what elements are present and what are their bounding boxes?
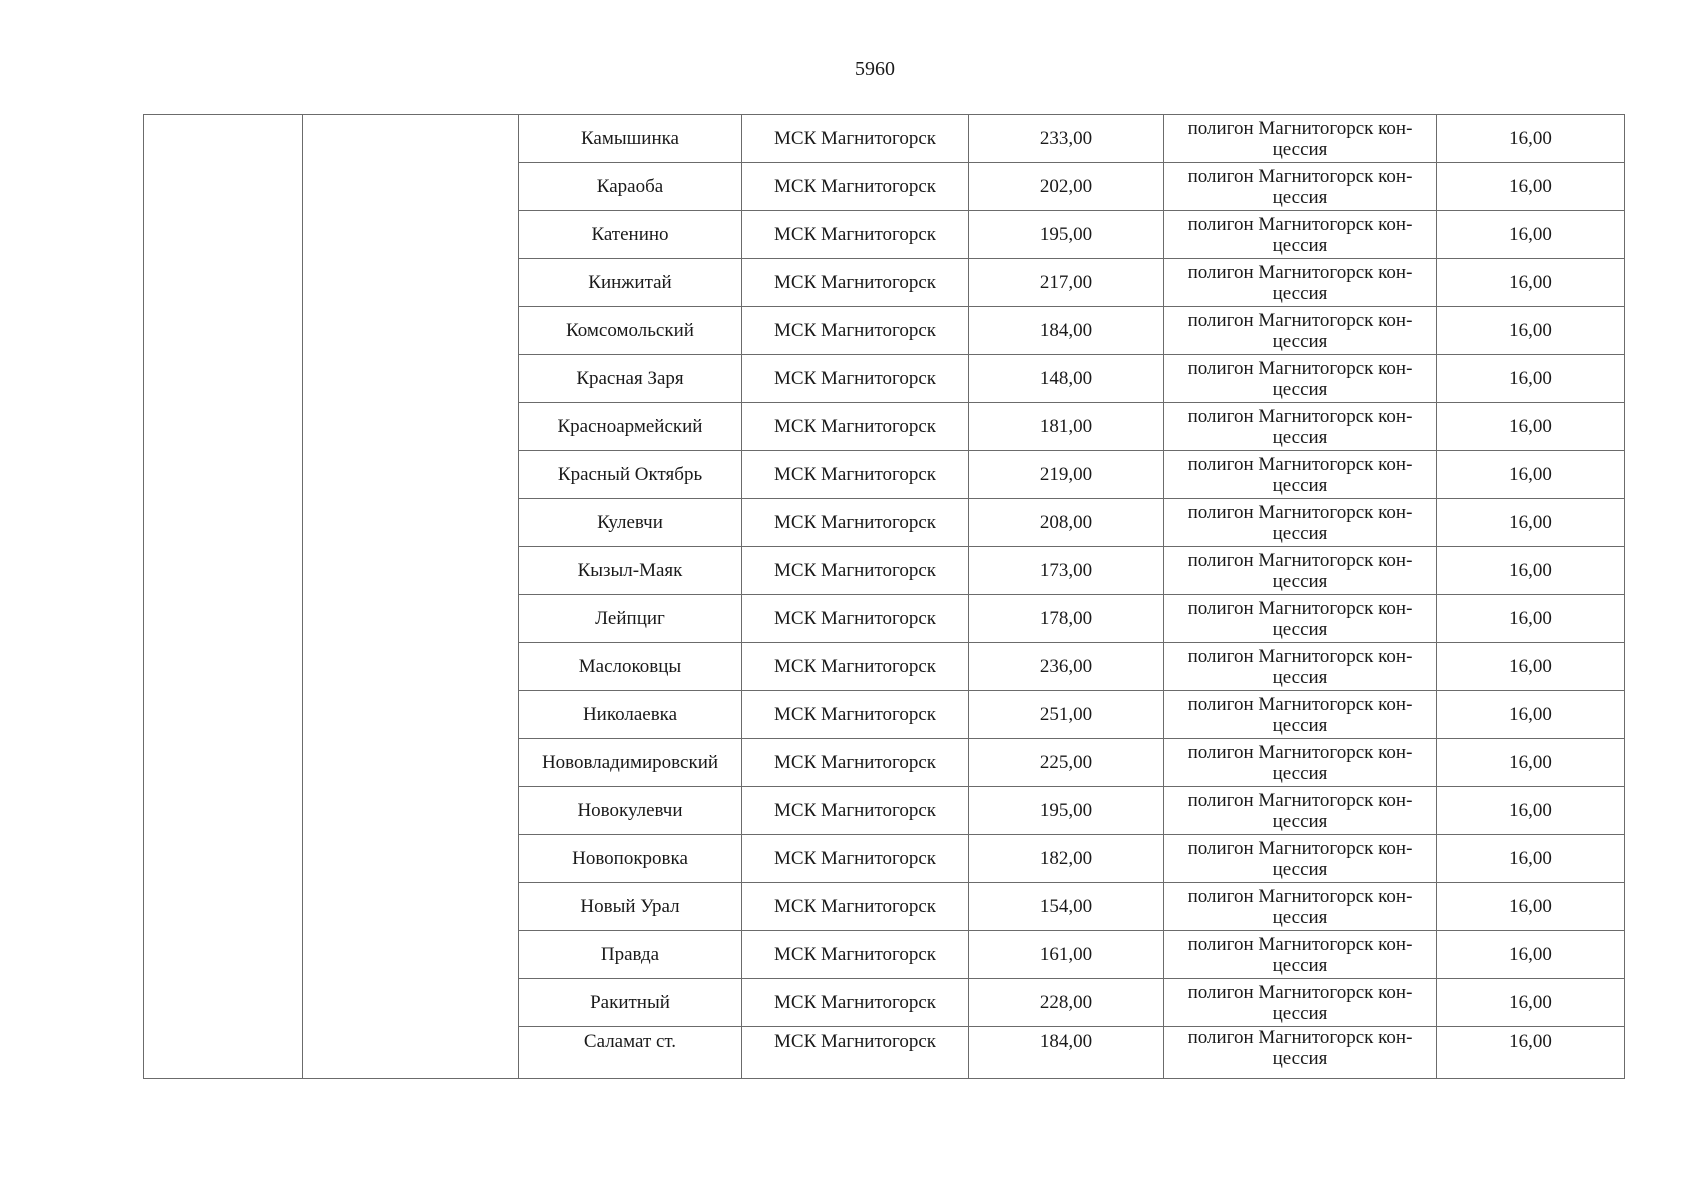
operator-cell: МСК Магнитогорск: [742, 259, 969, 307]
operator-cell: МСК Магнитогорск: [742, 211, 969, 259]
settlement-cell: Комсомольский: [519, 307, 742, 355]
tariff-cell: 16,00: [1437, 163, 1625, 211]
distance-cell: 225,00: [969, 739, 1164, 787]
distance-cell: 219,00: [969, 451, 1164, 499]
settlement-cell: Новокулевчи: [519, 787, 742, 835]
disposal-site-cell: полигон Магнитогорск кон-цессия: [1164, 355, 1437, 403]
operator-cell: МСК Магнитогорск: [742, 835, 969, 883]
distance-cell: 236,00: [969, 643, 1164, 691]
settlement-cell: Красный Октябрь: [519, 451, 742, 499]
distance-cell: 148,00: [969, 355, 1164, 403]
tariff-cell: 16,00: [1437, 115, 1625, 163]
distance-cell: 228,00: [969, 979, 1164, 1027]
operator-cell: МСК Магнитогорск: [742, 979, 969, 1027]
settlement-cell: Красная Заря: [519, 355, 742, 403]
operator-cell: МСК Магнитогорск: [742, 355, 969, 403]
waste-transport-table: [143, 114, 1625, 1079]
settlement-cell: Кызыл-Маяк: [519, 547, 742, 595]
disposal-site-cell: полигон Магнитогорск кон-цессия: [1164, 547, 1437, 595]
disposal-site-cell: полигон Магнитогорск кон-цессия: [1164, 979, 1437, 1027]
operator-cell: МСК Магнитогорск: [742, 595, 969, 643]
disposal-site-cell: полигон Магнитогорск кон-цессия: [1164, 643, 1437, 691]
settlement-cell: Маслоковцы: [519, 643, 742, 691]
page-number: 5960: [855, 58, 895, 80]
distance-cell: 208,00: [969, 499, 1164, 547]
disposal-site-cell: полигон Магнитогорск кон-цессия: [1164, 403, 1437, 451]
distance-cell: 161,00: [969, 931, 1164, 979]
tariff-cell: 16,00: [1437, 259, 1625, 307]
tariff-cell: 16,00: [1437, 643, 1625, 691]
settlement-cell: Караоба: [519, 163, 742, 211]
operator-cell: МСК Магнитогорск: [742, 547, 969, 595]
operator-cell: МСК Магнитогорск: [742, 499, 969, 547]
tariff-cell: 16,00: [1437, 883, 1625, 931]
tariff-cell: 16,00: [1437, 787, 1625, 835]
operator-cell: МСК Магнитогорск: [742, 163, 969, 211]
tariff-cell: 16,00: [1437, 979, 1625, 1027]
operator-cell: МСК Магнитогорск: [742, 451, 969, 499]
operator-cell: МСК Магнитогорск: [742, 115, 969, 163]
operator-cell: МСК Магнитогорск: [742, 307, 969, 355]
operator-cell: МСК Магнитогорск: [742, 1027, 969, 1079]
merged-column-2: [303, 115, 519, 1079]
distance-cell: 184,00: [969, 307, 1164, 355]
distance-cell: 173,00: [969, 547, 1164, 595]
distance-cell: 233,00: [969, 115, 1164, 163]
settlement-cell: Катенино: [519, 211, 742, 259]
settlement-cell: Красноармейский: [519, 403, 742, 451]
distance-cell: 178,00: [969, 595, 1164, 643]
disposal-site-cell: полигон Магнитогорск кон-цессия: [1164, 1027, 1437, 1079]
tariff-cell: 16,00: [1437, 1027, 1625, 1079]
disposal-site-cell: полигон Магнитогорск кон-цессия: [1164, 739, 1437, 787]
settlement-cell: Камышинка: [519, 115, 742, 163]
distance-cell: 154,00: [969, 883, 1164, 931]
operator-cell: МСК Магнитогорск: [742, 931, 969, 979]
table-body: [144, 115, 1625, 1079]
tariff-cell: 16,00: [1437, 547, 1625, 595]
distance-cell: 184,00: [969, 1027, 1164, 1079]
disposal-site-cell: полигон Магнитогорск кон-цессия: [1164, 595, 1437, 643]
distance-cell: 195,00: [969, 787, 1164, 835]
settlement-cell: Лейпциг: [519, 595, 742, 643]
settlement-cell: Новопокровка: [519, 835, 742, 883]
operator-cell: МСК Магнитогорск: [742, 739, 969, 787]
disposal-site-cell: полигон Магнитогорск кон-цессия: [1164, 115, 1437, 163]
tariff-cell: 16,00: [1437, 739, 1625, 787]
disposal-site-cell: полигон Магнитогорск кон-цессия: [1164, 451, 1437, 499]
settlement-cell: Кулевчи: [519, 499, 742, 547]
distance-cell: 195,00: [969, 211, 1164, 259]
disposal-site-cell: полигон Магнитогорск кон-цессия: [1164, 835, 1437, 883]
settlement-cell: Нововладимировский: [519, 739, 742, 787]
disposal-site-cell: полигон Магнитогорск кон-цессия: [1164, 211, 1437, 259]
distance-cell: 182,00: [969, 835, 1164, 883]
tariff-cell: 16,00: [1437, 307, 1625, 355]
tariff-cell: 16,00: [1437, 691, 1625, 739]
settlement-cell: Правда: [519, 931, 742, 979]
disposal-site-cell: полигон Магнитогорск кон-цессия: [1164, 163, 1437, 211]
tariff-cell: 16,00: [1437, 451, 1625, 499]
tariff-cell: 16,00: [1437, 403, 1625, 451]
distance-cell: 217,00: [969, 259, 1164, 307]
disposal-site-cell: полигон Магнитогорск кон-цессия: [1164, 931, 1437, 979]
tariff-cell: 16,00: [1437, 595, 1625, 643]
settlement-cell: Ракитный: [519, 979, 742, 1027]
settlement-cell: Николаевка: [519, 691, 742, 739]
tariff-cell: 16,00: [1437, 211, 1625, 259]
settlement-cell: Кинжитай: [519, 259, 742, 307]
tariff-cell: 16,00: [1437, 355, 1625, 403]
distance-cell: 181,00: [969, 403, 1164, 451]
disposal-site-cell: полигон Магнитогорск кон-цессия: [1164, 691, 1437, 739]
settlement-cell: Саламат ст.: [519, 1027, 742, 1079]
tariff-cell: 16,00: [1437, 835, 1625, 883]
operator-cell: МСК Магнитогорск: [742, 403, 969, 451]
operator-cell: МСК Магнитогорск: [742, 691, 969, 739]
operator-cell: МСК Магнитогорск: [742, 787, 969, 835]
disposal-site-cell: полигон Магнитогорск кон-цессия: [1164, 259, 1437, 307]
operator-cell: МСК Магнитогорск: [742, 883, 969, 931]
disposal-site-cell: полигон Магнитогорск кон-цессия: [1164, 883, 1437, 931]
tariff-cell: 16,00: [1437, 931, 1625, 979]
operator-cell: МСК Магнитогорск: [742, 643, 969, 691]
tariff-cell: 16,00: [1437, 499, 1625, 547]
merged-column-1: [144, 115, 303, 1079]
distance-cell: 251,00: [969, 691, 1164, 739]
settlement-cell: Новый Урал: [519, 883, 742, 931]
disposal-site-cell: полигон Магнитогорск кон-цессия: [1164, 307, 1437, 355]
disposal-site-cell: полигон Магнитогорск кон-цессия: [1164, 499, 1437, 547]
distance-cell: 202,00: [969, 163, 1164, 211]
disposal-site-cell: полигон Магнитогорск кон-цессия: [1164, 787, 1437, 835]
table-row: [144, 115, 1625, 163]
